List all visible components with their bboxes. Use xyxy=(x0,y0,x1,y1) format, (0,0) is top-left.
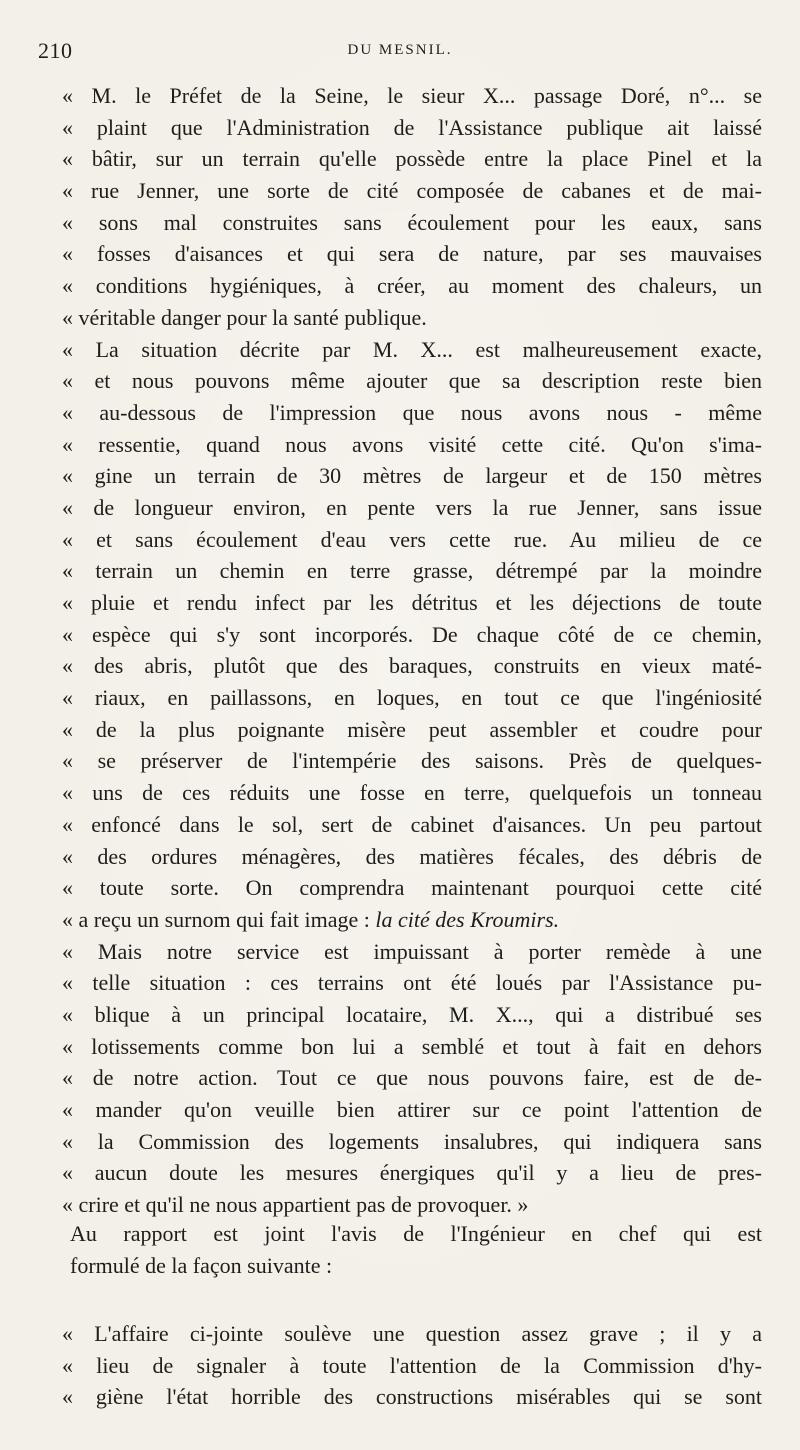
text-line: « M. le Préfet de la Seine, le sieur X... passage Doré, n°... se xyxy=(62,83,762,108)
text-line: « véritable danger pour la santé publique. xyxy=(62,304,427,330)
text-line: « uns de ces réduits une fosse en terre, quelquefois un tonneau xyxy=(62,780,762,806)
text-line: « crire et qu'il ne nous appartient pas de provoquer. » xyxy=(62,1192,529,1218)
quoted-report-text xyxy=(62,80,762,1221)
text-line: « gine un terrain de 30 mètres de largeur et de 150 mètres xyxy=(62,463,762,489)
text-line: « et nous pouvons même ajouter que sa description reste bien xyxy=(62,368,762,394)
text-line: « fosses d'aisances et qui sera de nature, par ses mauvaises xyxy=(62,241,762,267)
text-line: « se préserver de l'intempérie des saisons. Près de quelques- xyxy=(62,748,762,774)
text-line: « pluie et rendu infect par les détritus et les déjections de toute xyxy=(62,590,762,615)
text-line: « ressentie, quand nous avons visité cette cité. Qu'on s'ima- xyxy=(62,431,762,457)
italic-phrase: la cité des Kroumirs. xyxy=(375,906,560,932)
text-line: « plaint que l'Administration de l'Assistance publique ait laissé xyxy=(62,114,762,140)
text-line: « conditions hygiéniques, à créer, au moment des chaleurs, un xyxy=(62,273,762,299)
text-line: formulé de la façon suivante : xyxy=(70,1252,333,1278)
engineer-opinion-quote xyxy=(62,1318,762,1413)
text-line: « bâtir, sur un terrain qu'elle possède entre la place Pinel et la xyxy=(62,146,762,172)
text-line: « des abris, plutôt que des baraques, construits en vieux maté- xyxy=(62,653,762,679)
running-head: DU MESNIL. xyxy=(347,42,453,58)
text-line: « terrain un chemin en terre grasse, détrempé par la moindre xyxy=(62,558,762,584)
text-line: « mander qu'on veuille bien attirer sur ce point l'attention de xyxy=(62,1097,762,1122)
text-line: « au-dessous de l'impression que nous avons nous - même xyxy=(62,399,762,425)
text-line: « espèce qui s'y sont incorporés. De chaque côté de ce chemin, xyxy=(62,621,762,647)
text-line: « la Commission des logements insalubres, qui indiquera sans xyxy=(62,1128,762,1154)
page-number: 210 xyxy=(38,38,73,63)
text-line: « lotissements comme bon lui a semblé et tout à fait en dehors xyxy=(62,1033,762,1059)
page-header xyxy=(38,38,762,72)
text-line: « enfoncé dans le sol, sert de cabinet d'aisances. Un peu partout xyxy=(62,811,762,837)
text-line: « giène l'état horrible des constructions misérables qui se sont xyxy=(62,1384,762,1410)
text-line: « rue Jenner, une sorte de cité composée de cabanes et de mai- xyxy=(62,178,762,204)
text-line: « sons mal construites sans écoulement pour les eaux, sans xyxy=(62,209,762,235)
text-line: « riaux, en paillassons, en loques, en tout ce que l'ingéniosité xyxy=(62,685,762,711)
text-line: « La situation décrite par M. X... est malheureusement exacte, xyxy=(62,336,762,362)
text-line: « blique à un principal locataire, M. X..., qui a distribué ses xyxy=(62,1001,762,1027)
text-line: « telle situation : ces terrains ont été loués par l'Assistance pu- xyxy=(62,970,762,996)
text-line: « aucun doute les mesures énergiques qu'il y a lieu de pres- xyxy=(62,1160,762,1186)
text-line xyxy=(62,904,762,936)
text-line: « de la plus poignante misère peut assembler et coudre pour xyxy=(62,716,762,742)
text-line: « de notre action. Tout ce que nous pouvons faire, est de de- xyxy=(62,1065,762,1091)
engineer-opinion-intro xyxy=(70,1218,762,1281)
text-line: « et sans écoulement d'eau vers cette rue. Au milieu de ce xyxy=(62,526,762,552)
text-line: « des ordures ménagères, des matières fécales, des débris de xyxy=(62,843,762,869)
text-line: Au rapport est joint l'avis de l'Ingénieur en chef qui est xyxy=(70,1221,762,1246)
text-line: « L'affaire ci-jointe soulève une question assez grave ; il y a xyxy=(62,1321,762,1346)
text-line-prefix: « a reçu un surnom qui fait image : xyxy=(62,906,376,932)
text-line: « de longueur environ, en pente vers la rue Jenner, sans issue xyxy=(62,494,762,520)
text-line: « lieu de signaler à toute l'attention de la Commission d'hy- xyxy=(62,1352,762,1378)
text-line: « Mais notre service est impuissant à porter remède à une xyxy=(62,938,762,964)
text-line: « toute sorte. On comprendra maintenant pourquoi cette cité xyxy=(62,875,762,901)
